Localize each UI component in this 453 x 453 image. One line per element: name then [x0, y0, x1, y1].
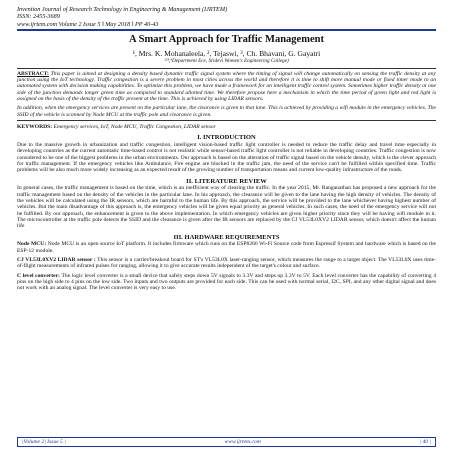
- hardware-nodemcu: [17, 241, 436, 254]
- journal-name: Invention Journal of Research Technology in Engineering & Management (IJRTEM): [17, 6, 228, 13]
- nodemcu-label: Node MCU:: [17, 241, 47, 248]
- hardware-level-converter: [17, 273, 436, 292]
- introduction-text: Due to the massive growth in urbanization and traffic congestion, intelligent vision-based traffic light controller is needed to reduce the traffic delay and travel time especially in developing countries as the current automatic time-based control is not realistic while sensor-based traffic light controller is not reliable in developing countries. Traffic congestion is now considered to be one of the biggest problems in the urban environments. Our approach is based on the alteration of traffic signal based on the vehicle density, which is the clever approach for traffic management. If the emergency vehicles like Ambulance, Fire engine are blocked in the traffic jam, the need of the service can't be fulfilled within specified time. Traffic problems will be also much more widely increasing as an expected result of the growing number of transportation means and current low-quality infrastructure of the roads.: [17, 141, 436, 174]
- journal-header: [17, 6, 436, 28]
- keywords: [17, 124, 436, 130]
- abstract-label: ABSTRACT:: [17, 70, 49, 77]
- footer-url[interactable]: www.ijrtem.com: [224, 439, 261, 445]
- page-footer: [17, 437, 436, 447]
- section-title-literature: II. LITERATURE REVIEW: [186, 177, 267, 185]
- section-title-hardware: III. HARDWARE REQUIREMENTS: [173, 233, 280, 241]
- journal-issue: www.ijrtem.com Volume 2 Issue 5 ǁ May 2018 ǁ PP 40-43: [17, 20, 159, 28]
- keywords-label: KEYWORDS:: [17, 124, 53, 131]
- abstract-text-1: This paper is aimed at designing a density based dynamic traffic signal system where the timing of signal will change automatically on sensing the traffic density at any junction using the IoT technology. Traffic congestion is a severe problem in most cities across the world and therefore it is time to shift more manual mode or fixed timer mode to an automated system with decision making capabilities. To optimize this problem, we have made a framework for an intelligent traffic control system. Sometimes higher traffic density at one side of the junction demands longer green time as compared to standard allotted time. We therefore propose here a mechanism in which the time period of green light and red light is assigned on the basis of the density of the traffic present at the time. This is achieved by using LIDAR sensors.: [17, 70, 436, 102]
- literature-text: In general cases, the traffic management is based on the time, which is an inefficient way of clearing the traffic. In the year 2015, Mr. Ranganathan has proposed a new approach for the traffic management based on the density of the vehicles in the particular lane. In his approach, the clearance will be given to the lane having the high density of vehicles. The density of the vehicles will be calculated using the IR sensors, which are harmful to the human life. By this approach, the service will be provided to the lane whichever having highest number of vehicles. But the main disadvantage of this approach is, the emergency vehicles will be given equal priority as general vehicles. In such cases, the need of the emergency service will not be fulfilled. By our approach, the enhancement is given to the above implementation. In which emergency vehicles are given higher priority since they will be having wifi module in it. The microcontroller at the traffic pole detects the SSID and the clearance is given after the IR sensors are replaced by the CJ VL53L0XV2 LIDAR sensor, which doesn't affect the human life: [17, 185, 436, 230]
- lidar-text: This sensor is a carrier/breakout board for ST's VL53L0X laser-ranging sensor, which measures the range to a target object. The VL53L0X uses time-of-flight measurements of infrared pulses for ranging, allowing it to give accurate results independent of the target's colour and surface.: [17, 256, 436, 270]
- abstract-box: [17, 68, 436, 121]
- paper-authors: ¹, Mrs. K. Mohanaleela, ², Tejaswi, ³, Ch. Bhavani, G. Gayatri: [132, 48, 321, 58]
- paper-title: A Smart Approach for Traffic Management: [129, 33, 324, 45]
- keywords-text: Emergency services, IoT, Node MCU, Traffic Congestion, LIDAR sensor: [52, 124, 216, 131]
- journal-issn: ISSN: 2455-3689: [17, 13, 60, 21]
- level-converter-text: The logic level converter is a small device that safely steps down 5V signals to 3.3V and steps up 3.3V to 5V. Each level converter has the capability of converting 4 pins on the high side to 4 pins on the low side. Two inputs and two outputs are provided for each side. This can be used with normal serial, I2C, SPI, and any other digital signal and does not work with an analog signal. The level converter is very easy to use.: [17, 272, 436, 292]
- footer-volume: |Volume 2| Issue 5 |: [22, 439, 66, 445]
- section-title-introduction: I. INTRODUCTION: [197, 134, 256, 142]
- hardware-lidar: [17, 257, 436, 270]
- level-converter-label: C level converter:: [17, 272, 60, 279]
- paper-affiliation: ¹²³,⁴Department Ece, Sridevi Women's Engineering College): [164, 57, 289, 64]
- lidar-label: CJ VL53L0XV2 LIDAR sensor :: [17, 256, 96, 263]
- nodemcu-text: Node MCU is an open source IoT platform. It includes firmware which runs on the ESP8266 Wi-Fi Source code from Espressif System and hardware which is based on the ESP-12 module.: [17, 241, 436, 254]
- abstract-paragraph-2: In addition, when the emergency services are present on the particular lane, the clearance is given to that lane. This is achieved by providing a wifi module in the emergency vehicles. The SSID of the vehicle is scanned by Node MCU at the traffic pole and clearance is given.: [17, 105, 436, 118]
- abstract-paragraph-1: [17, 71, 436, 103]
- footer-page-number: | 40 |: [419, 439, 431, 445]
- header-rule: [17, 29, 436, 30]
